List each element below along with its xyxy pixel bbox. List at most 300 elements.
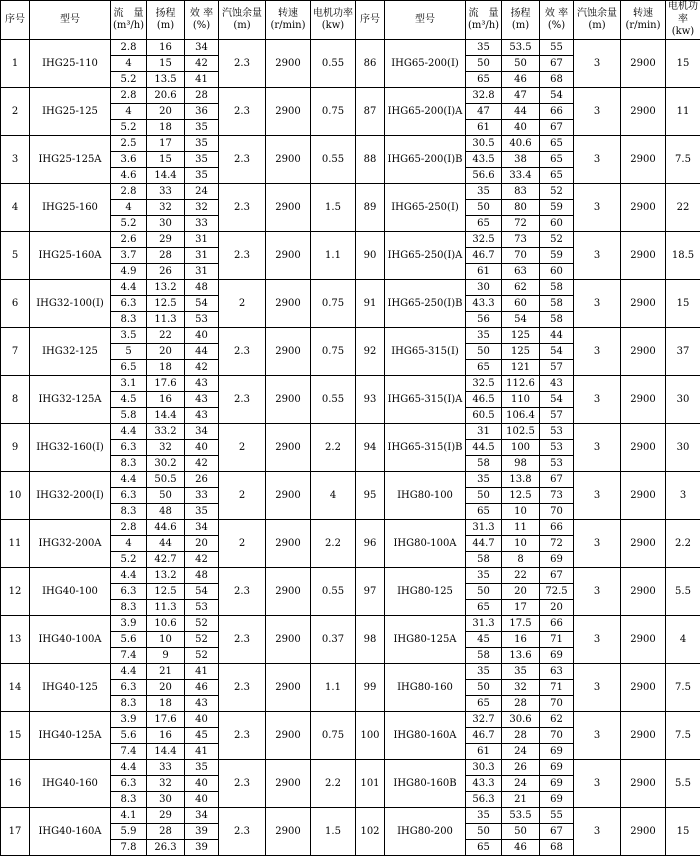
head-cell: 13.8 <box>502 472 540 488</box>
efficiency-cell: 36 <box>185 104 219 120</box>
flow-cell: 43.3 <box>466 776 502 792</box>
header-model: 型号 <box>30 1 111 40</box>
flow-cell: 8.3 <box>111 792 147 808</box>
head-cell: 35 <box>502 664 540 680</box>
efficiency-cell: 54 <box>540 344 574 360</box>
power-cell: 7.5 <box>666 712 700 760</box>
power-cell: 7.5 <box>666 664 700 712</box>
head-cell: 18 <box>147 360 185 376</box>
head-cell: 53.5 <box>502 808 540 824</box>
flow-cell: 65 <box>466 360 502 376</box>
head-cell: 44 <box>502 104 540 120</box>
flow-cell: 35 <box>466 184 502 200</box>
efficiency-cell: 44 <box>540 328 574 344</box>
head-cell: 22 <box>147 328 185 344</box>
flow-cell: 8.3 <box>111 600 147 616</box>
efficiency-cell: 43 <box>540 376 574 392</box>
efficiency-cell: 68 <box>540 72 574 88</box>
speed-cell: 2900 <box>621 40 666 88</box>
head-cell: 46 <box>502 840 540 856</box>
flow-cell: 50 <box>466 200 502 216</box>
head-cell: 100 <box>502 440 540 456</box>
efficiency-cell: 52 <box>185 616 219 632</box>
flow-cell: 30.3 <box>466 760 502 776</box>
flow-cell: 65 <box>466 696 502 712</box>
flow-cell: 31 <box>466 424 502 440</box>
efficiency-cell: 35 <box>185 760 219 776</box>
speed-cell: 2900 <box>266 424 311 472</box>
efficiency-cell: 67 <box>540 56 574 72</box>
efficiency-cell: 60 <box>540 264 574 280</box>
flow-cell: 8.3 <box>111 696 147 712</box>
speed-cell: 2900 <box>621 280 666 328</box>
npsh-cell: 3 <box>574 568 621 616</box>
efficiency-cell: 33 <box>185 488 219 504</box>
flow-cell: 4 <box>111 536 147 552</box>
flow-cell: 65 <box>466 72 502 88</box>
table-row <box>1 376 700 392</box>
head-cell: 125 <box>502 344 540 360</box>
power-cell: 15 <box>666 40 700 88</box>
efficiency-cell: 65 <box>540 152 574 168</box>
header-no: 序号 <box>1 1 30 40</box>
head-cell: 33.4 <box>502 168 540 184</box>
efficiency-cell: 35 <box>185 168 219 184</box>
head-cell: 26 <box>502 760 540 776</box>
model-cell: IHG80-160 <box>385 664 466 712</box>
flow-cell: 30.5 <box>466 136 502 152</box>
efficiency-cell: 70 <box>540 696 574 712</box>
flow-cell: 6.3 <box>111 584 147 600</box>
head-cell: 50 <box>502 56 540 72</box>
flow-cell: 5.6 <box>111 632 147 648</box>
table-row <box>1 472 700 488</box>
row-number: 17 <box>1 808 30 856</box>
flow-cell: 32.5 <box>466 376 502 392</box>
head-cell: 17.6 <box>147 376 185 392</box>
power-cell: 37 <box>666 328 700 376</box>
flow-cell: 60.5 <box>466 408 502 424</box>
power-cell: 1.5 <box>311 184 356 232</box>
efficiency-cell: 20 <box>185 536 219 552</box>
flow-cell: 31.3 <box>466 616 502 632</box>
head-cell: 17.5 <box>502 616 540 632</box>
head-cell: 15 <box>147 152 185 168</box>
head-cell: 54 <box>502 312 540 328</box>
model-cell: IHG32-100(I) <box>30 280 111 328</box>
row-number: 10 <box>1 472 30 520</box>
table-row <box>1 328 700 344</box>
flow-cell: 5.2 <box>111 552 147 568</box>
speed-cell: 2900 <box>621 568 666 616</box>
npsh-cell: 2 <box>219 424 266 472</box>
power-cell: 2.2 <box>666 520 700 568</box>
power-cell: 0.75 <box>311 280 356 328</box>
efficiency-cell: 26 <box>185 472 219 488</box>
model-cell: IHG40-125 <box>30 664 111 712</box>
efficiency-cell: 44 <box>185 344 219 360</box>
head-cell: 9 <box>147 648 185 664</box>
efficiency-cell: 39 <box>185 824 219 840</box>
power-cell: 7.5 <box>666 136 700 184</box>
flow-cell: 65 <box>466 600 502 616</box>
table-row <box>1 136 700 152</box>
flow-cell: 5.2 <box>111 120 147 136</box>
row-number: 100 <box>356 712 385 760</box>
row-number: 1 <box>1 40 30 88</box>
speed-cell: 2900 <box>266 760 311 808</box>
npsh-cell: 2.3 <box>219 136 266 184</box>
head-cell: 18 <box>147 120 185 136</box>
model-cell: IHG25-125A <box>30 136 111 184</box>
efficiency-cell: 54 <box>185 296 219 312</box>
efficiency-cell: 70 <box>540 504 574 520</box>
flow-cell: 6.3 <box>111 488 147 504</box>
efficiency-cell: 20 <box>540 600 574 616</box>
head-cell: 29 <box>147 808 185 824</box>
speed-cell: 2900 <box>266 136 311 184</box>
efficiency-cell: 34 <box>185 520 219 536</box>
head-cell: 11.3 <box>147 312 185 328</box>
header-no: 序号 <box>356 1 385 40</box>
head-cell: 17 <box>147 136 185 152</box>
speed-cell: 2900 <box>266 328 311 376</box>
speed-cell: 2900 <box>621 184 666 232</box>
model-cell: IHG65-200(I) <box>385 40 466 88</box>
row-number: 6 <box>1 280 30 328</box>
head-cell: 53.5 <box>502 40 540 56</box>
model-cell: IHG80-100 <box>385 472 466 520</box>
head-cell: 13.2 <box>147 568 185 584</box>
header-head: 扬程 (m) <box>147 1 185 40</box>
row-number: 99 <box>356 664 385 712</box>
speed-cell: 2900 <box>266 88 311 136</box>
head-cell: 12.5 <box>147 296 185 312</box>
efficiency-cell: 72.5 <box>540 584 574 600</box>
head-cell: 40.6 <box>502 136 540 152</box>
model-cell: IHG65-200(I)B <box>385 136 466 184</box>
power-cell: 2.2 <box>311 760 356 808</box>
row-number: 9 <box>1 424 30 472</box>
flow-cell: 65 <box>466 216 502 232</box>
speed-cell: 2900 <box>266 664 311 712</box>
efficiency-cell: 53 <box>185 600 219 616</box>
flow-cell: 56 <box>466 312 502 328</box>
row-number: 86 <box>356 40 385 88</box>
flow-cell: 4.4 <box>111 472 147 488</box>
speed-cell: 2900 <box>621 520 666 568</box>
row-number: 94 <box>356 424 385 472</box>
flow-cell: 2.5 <box>111 136 147 152</box>
model-cell: IHG80-100A <box>385 520 466 568</box>
flow-cell: 50 <box>466 824 502 840</box>
efficiency-cell: 69 <box>540 760 574 776</box>
head-cell: 10.6 <box>147 616 185 632</box>
head-cell: 44 <box>147 536 185 552</box>
head-cell: 106.4 <box>502 408 540 424</box>
power-cell: 0.75 <box>311 712 356 760</box>
row-number: 3 <box>1 136 30 184</box>
flow-cell: 2.8 <box>111 520 147 536</box>
head-cell: 28 <box>502 728 540 744</box>
table-row <box>1 232 700 248</box>
row-number: 87 <box>356 88 385 136</box>
efficiency-cell: 69 <box>540 744 574 760</box>
row-number: 5 <box>1 232 30 280</box>
row-number: 11 <box>1 520 30 568</box>
flow-cell: 3.7 <box>111 248 147 264</box>
speed-cell: 2900 <box>266 472 311 520</box>
model-cell: IHG80-160A <box>385 712 466 760</box>
npsh-cell: 3 <box>574 520 621 568</box>
efficiency-cell: 34 <box>185 808 219 824</box>
efficiency-cell: 72 <box>540 536 574 552</box>
flow-cell: 5.6 <box>111 728 147 744</box>
flow-cell: 6.3 <box>111 440 147 456</box>
flow-cell: 58 <box>466 456 502 472</box>
head-cell: 30 <box>147 792 185 808</box>
power-cell: 0.75 <box>311 88 356 136</box>
efficiency-cell: 35 <box>185 136 219 152</box>
efficiency-cell: 45 <box>185 728 219 744</box>
efficiency-cell: 52 <box>540 184 574 200</box>
npsh-cell: 3 <box>574 760 621 808</box>
efficiency-cell: 68 <box>540 840 574 856</box>
head-cell: 13.2 <box>147 280 185 296</box>
flow-cell: 3.9 <box>111 616 147 632</box>
efficiency-cell: 67 <box>540 120 574 136</box>
row-number: 92 <box>356 328 385 376</box>
npsh-cell: 2.3 <box>219 808 266 856</box>
model-cell: IHG80-125 <box>385 568 466 616</box>
power-cell: 0.55 <box>311 136 356 184</box>
efficiency-cell: 31 <box>185 248 219 264</box>
head-cell: 30.6 <box>502 712 540 728</box>
head-cell: 12.5 <box>147 584 185 600</box>
speed-cell: 2900 <box>266 616 311 664</box>
head-cell: 121 <box>502 360 540 376</box>
flow-cell: 46.5 <box>466 392 502 408</box>
flow-cell: 46.7 <box>466 728 502 744</box>
efficiency-cell: 69 <box>540 776 574 792</box>
flow-cell: 4.5 <box>111 392 147 408</box>
head-cell: 46 <box>502 72 540 88</box>
head-cell: 21 <box>147 664 185 680</box>
npsh-cell: 2.3 <box>219 712 266 760</box>
flow-cell: 47 <box>466 104 502 120</box>
head-cell: 11.3 <box>147 600 185 616</box>
head-cell: 33 <box>147 184 185 200</box>
table-row <box>1 88 700 104</box>
flow-cell: 50 <box>466 488 502 504</box>
head-cell: 30.2 <box>147 456 185 472</box>
head-cell: 28 <box>147 248 185 264</box>
row-number: 91 <box>356 280 385 328</box>
speed-cell: 2900 <box>266 808 311 856</box>
npsh-cell: 3 <box>574 808 621 856</box>
row-number: 14 <box>1 664 30 712</box>
flow-cell: 4 <box>111 104 147 120</box>
speed-cell: 2900 <box>266 520 311 568</box>
power-cell: 30 <box>666 424 700 472</box>
npsh-cell: 2.3 <box>219 376 266 424</box>
flow-cell: 3.9 <box>111 712 147 728</box>
model-cell: IHG80-125A <box>385 616 466 664</box>
head-cell: 13.5 <box>147 72 185 88</box>
row-number: 8 <box>1 376 30 424</box>
model-cell: IHG32-200(I) <box>30 472 111 520</box>
flow-cell: 43.5 <box>466 152 502 168</box>
power-cell: 5.5 <box>666 568 700 616</box>
head-cell: 40 <box>502 120 540 136</box>
efficiency-cell: 40 <box>185 776 219 792</box>
flow-cell: 2.6 <box>111 232 147 248</box>
npsh-cell: 3 <box>574 664 621 712</box>
efficiency-cell: 41 <box>185 72 219 88</box>
npsh-cell: 3 <box>574 280 621 328</box>
header-head: 扬程 (m) <box>502 1 540 40</box>
flow-cell: 7.8 <box>111 840 147 856</box>
header-npsh: 汽蚀余量 (m) <box>574 1 621 40</box>
model-cell: IHG40-125A <box>30 712 111 760</box>
flow-cell: 4.4 <box>111 760 147 776</box>
model-cell: IHG80-200 <box>385 808 466 856</box>
efficiency-cell: 54 <box>540 392 574 408</box>
row-number: 95 <box>356 472 385 520</box>
npsh-cell: 2.3 <box>219 328 266 376</box>
head-cell: 13.6 <box>502 648 540 664</box>
speed-cell: 2900 <box>621 808 666 856</box>
speed-cell: 2900 <box>621 616 666 664</box>
npsh-cell: 2.3 <box>219 232 266 280</box>
table-row <box>1 568 700 584</box>
efficiency-cell: 59 <box>540 248 574 264</box>
model-cell: IHG65-250(I) <box>385 184 466 232</box>
model-cell: IHG65-315(I) <box>385 328 466 376</box>
row-number: 89 <box>356 184 385 232</box>
efficiency-cell: 73 <box>540 488 574 504</box>
head-cell: 24 <box>502 776 540 792</box>
efficiency-cell: 40 <box>185 792 219 808</box>
efficiency-cell: 53 <box>540 456 574 472</box>
efficiency-cell: 41 <box>185 664 219 680</box>
head-cell: 21 <box>502 792 540 808</box>
efficiency-cell: 34 <box>185 40 219 56</box>
flow-cell: 3.5 <box>111 328 147 344</box>
speed-cell: 2900 <box>621 376 666 424</box>
speed-cell: 2900 <box>266 232 311 280</box>
header-flow: 流 量 (m³/h) <box>111 1 147 40</box>
flow-cell: 3.1 <box>111 376 147 392</box>
power-cell: 2.2 <box>311 520 356 568</box>
flow-cell: 4 <box>111 56 147 72</box>
efficiency-cell: 32 <box>185 200 219 216</box>
speed-cell: 2900 <box>266 712 311 760</box>
efficiency-cell: 66 <box>540 616 574 632</box>
efficiency-cell: 63 <box>540 664 574 680</box>
efficiency-cell: 66 <box>540 104 574 120</box>
speed-cell: 2900 <box>621 232 666 280</box>
power-cell: 15 <box>666 280 700 328</box>
power-cell: 15 <box>666 808 700 856</box>
npsh-cell: 3 <box>574 472 621 520</box>
efficiency-cell: 48 <box>185 280 219 296</box>
power-cell: 3 <box>666 472 700 520</box>
model-cell: IHG32-125A <box>30 376 111 424</box>
header-model: 型号 <box>385 1 466 40</box>
power-cell: 0.55 <box>311 568 356 616</box>
speed-cell: 2900 <box>266 376 311 424</box>
row-number: 16 <box>1 760 30 808</box>
model-cell: IHG40-100A <box>30 616 111 664</box>
efficiency-cell: 53 <box>540 440 574 456</box>
flow-cell: 46.7 <box>466 248 502 264</box>
flow-cell: 7.4 <box>111 648 147 664</box>
flow-cell: 4.4 <box>111 424 147 440</box>
flow-cell: 58 <box>466 648 502 664</box>
head-cell: 16 <box>147 392 185 408</box>
npsh-cell: 2 <box>219 280 266 328</box>
npsh-cell: 2.3 <box>219 184 266 232</box>
flow-cell: 50 <box>466 56 502 72</box>
efficiency-cell: 55 <box>540 40 574 56</box>
efficiency-cell: 40 <box>185 440 219 456</box>
efficiency-cell: 31 <box>185 264 219 280</box>
head-cell: 62 <box>502 280 540 296</box>
row-number: 2 <box>1 88 30 136</box>
npsh-cell: 3 <box>574 616 621 664</box>
flow-cell: 50 <box>466 584 502 600</box>
flow-cell: 2.8 <box>111 88 147 104</box>
flow-cell: 6.3 <box>111 296 147 312</box>
flow-cell: 35 <box>466 664 502 680</box>
speed-cell: 2900 <box>621 328 666 376</box>
header-efficiency: 效 率 (%) <box>540 1 574 40</box>
npsh-cell: 3 <box>574 184 621 232</box>
flow-cell: 61 <box>466 120 502 136</box>
head-cell: 16 <box>147 728 185 744</box>
npsh-cell: 2.3 <box>219 40 266 88</box>
head-cell: 102.5 <box>502 424 540 440</box>
flow-cell: 5.8 <box>111 408 147 424</box>
efficiency-cell: 48 <box>185 568 219 584</box>
flow-cell: 32.7 <box>466 712 502 728</box>
model-cell: IHG32-160(I) <box>30 424 111 472</box>
flow-cell: 6.5 <box>111 360 147 376</box>
model-cell: IHG25-160 <box>30 184 111 232</box>
head-cell: 42.7 <box>147 552 185 568</box>
efficiency-cell: 34 <box>185 424 219 440</box>
flow-cell: 56.3 <box>466 792 502 808</box>
power-cell: 18.5 <box>666 232 700 280</box>
flow-cell: 4.4 <box>111 568 147 584</box>
flow-cell: 35 <box>466 568 502 584</box>
power-cell: 1.5 <box>311 808 356 856</box>
efficiency-cell: 69 <box>540 792 574 808</box>
flow-cell: 2.8 <box>111 184 147 200</box>
head-cell: 110 <box>502 392 540 408</box>
flow-cell: 30 <box>466 280 502 296</box>
model-cell: IHG32-200A <box>30 520 111 568</box>
table-row <box>1 712 700 728</box>
flow-cell: 8.3 <box>111 504 147 520</box>
model-cell: IHG65-315(I)A <box>385 376 466 424</box>
flow-cell: 4 <box>111 200 147 216</box>
npsh-cell: 3 <box>574 328 621 376</box>
table-row <box>1 760 700 776</box>
efficiency-cell: 53 <box>540 424 574 440</box>
model-cell: IHG40-100 <box>30 568 111 616</box>
